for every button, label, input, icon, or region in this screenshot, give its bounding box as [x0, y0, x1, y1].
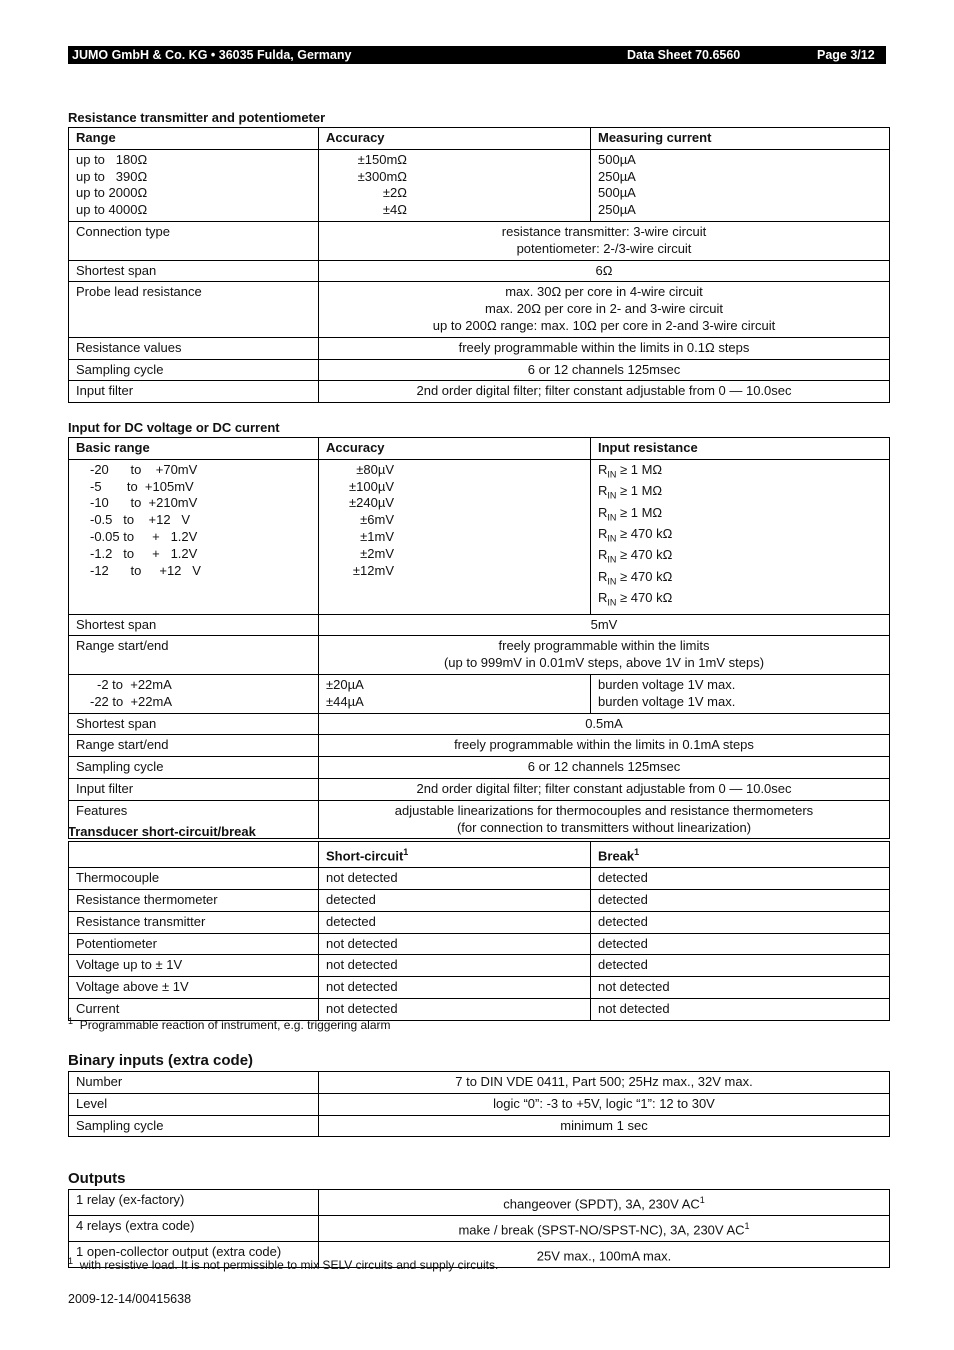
table-row [69, 868, 890, 890]
cell: Resistance thermometer [69, 889, 319, 911]
value-line: resistance transmitter: 3-wire circuit [501, 223, 707, 239]
accuracy-value: ±1mV [360, 528, 394, 544]
rin-subscript: IN [607, 576, 617, 587]
input-resistance-cell [591, 459, 890, 614]
range-value: -2 to +22mA [97, 676, 172, 692]
accuracy-value: ±100µV [349, 478, 394, 494]
current-value: 250µA [598, 202, 636, 218]
row-value: 6 or 12 channels 125msec [319, 359, 890, 381]
table-header-row [69, 438, 890, 460]
cell: not detected [591, 998, 890, 1020]
row-label: Features [69, 800, 319, 839]
row-label: Input filter [69, 778, 319, 800]
accuracy-value: ±300mΩ [357, 168, 407, 184]
value-line: up to 200Ω range: max. 10Ω per core in 2-and 3-wire circuit [432, 317, 776, 333]
range-value: -0.05 to + 1.2V [90, 528, 198, 544]
row-label: Sampling cycle [69, 757, 319, 779]
table-row [69, 337, 890, 359]
burden-value: burden voltage 1V max. [598, 693, 736, 709]
table-row [69, 889, 890, 911]
row-value: minimum 1 sec [319, 1115, 890, 1137]
accuracy-value: ±12mV [352, 562, 394, 578]
document-footer-id: 2009-12-14/00415638 [68, 1292, 192, 1306]
current-accuracy-cell [319, 674, 591, 713]
accuracy-value: ±240µV [349, 495, 394, 511]
header-company: JUMO GmbH & Co. KG • 36035 Fulda, Germany [72, 48, 352, 62]
rin-subscript: IN [607, 554, 617, 565]
table-row [69, 282, 890, 337]
rin-subscript: IN [607, 469, 617, 480]
table-row [69, 977, 890, 999]
row-value: 5mV [319, 614, 890, 636]
range-value: up to 2000Ω [76, 185, 148, 201]
table-row [69, 955, 890, 977]
footnote-marker: 1 [744, 1221, 750, 1232]
rin-subscript: IN [607, 597, 617, 608]
footnote-text: with resistive load. It is not permissible to mix SELV circuits and supply circuits. [79, 1258, 499, 1272]
table-row [69, 713, 890, 735]
burden-value: burden voltage 1V max. [598, 676, 736, 692]
row-value [319, 800, 890, 839]
cell: detected [319, 911, 591, 933]
resistance-value: ≥ 470 kΩ [620, 590, 673, 606]
cell: detected [319, 889, 591, 911]
cell: Current [69, 998, 319, 1020]
rin-subscript: IN [607, 512, 617, 523]
col-header: Input resistance [591, 438, 890, 460]
cell: not detected [319, 977, 591, 999]
range-value: up to 4000Ω [76, 202, 148, 218]
rin-symbol: R [598, 504, 608, 520]
cell: detected [591, 911, 890, 933]
header-text: Break [598, 848, 635, 864]
rin-subscript: IN [607, 533, 617, 544]
section-title-resistance: Resistance transmitter and potentiometer [68, 110, 326, 125]
value-line: (for connection to transmitters without linearization) [456, 819, 752, 835]
row-label: Shortest span [69, 713, 319, 735]
range-cell [69, 149, 319, 221]
range-value: -22 to +22mA [90, 693, 173, 709]
section-title-binary: Binary inputs (extra code) [68, 1052, 254, 1069]
section-title-transducer: Transducer short-circuit/break [68, 824, 256, 839]
current-value: 500µA [598, 151, 636, 167]
cell: not detected [319, 998, 591, 1020]
table-row [69, 459, 890, 614]
range-value: -0.5 to +12 V [90, 512, 191, 528]
value-line: max. 20Ω per core in 2- and 3-wire circuit [484, 301, 724, 317]
resistance-value: ≥ 1 MΩ [620, 504, 663, 520]
table-row [69, 614, 890, 636]
value-line: (up to 999mV in 0.01mV steps, above 1V in 1mV steps) [443, 655, 765, 671]
row-value: freely programmable within the limits in 0.1Ω steps [319, 337, 890, 359]
footnote-text: Programmable reaction of instrument, e.g. triggering alarm [79, 1018, 391, 1032]
table-row [69, 778, 890, 800]
input-resistance [598, 547, 882, 568]
accuracy-cell [319, 459, 591, 614]
cell: Thermocouple [69, 868, 319, 890]
accuracy-value: ±44µA [326, 693, 364, 709]
footnote-marker: 1 [403, 847, 409, 857]
range-value: -20 to +70mV [90, 461, 198, 477]
footnote-number: 1 [68, 1016, 74, 1026]
accuracy-value: ±150mΩ [357, 151, 407, 167]
accuracy-cell [319, 149, 591, 221]
row-value: 0.5mA [319, 713, 890, 735]
table-header-row [69, 128, 890, 150]
accuracy-value: ±4Ω [382, 202, 407, 218]
section-title-dc: Input for DC voltage or DC current [68, 420, 280, 435]
table-row [69, 381, 890, 403]
row-label: 1 open-collector output (extra code) [69, 1242, 319, 1268]
col-header [69, 842, 319, 868]
value-text: changeover (SPDT), 3A, 230V AC [503, 1196, 700, 1212]
rin-symbol: R [598, 483, 608, 499]
accuracy-value: ±2Ω [382, 185, 407, 201]
row-label: Resistance values [69, 337, 319, 359]
burden-cell [591, 674, 890, 713]
binary-table [68, 1071, 890, 1137]
row-label: Shortest span [69, 614, 319, 636]
section-title-outputs: Outputs [68, 1170, 126, 1187]
cell: not detected [319, 955, 591, 977]
table-row [69, 735, 890, 757]
table-row [69, 933, 890, 955]
resistance-value: ≥ 470 kΩ [620, 568, 673, 584]
col-header: Basic range [69, 438, 319, 460]
table-row [69, 359, 890, 381]
table-row [69, 1072, 890, 1094]
current-range-cell [69, 674, 319, 713]
row-value [319, 636, 890, 675]
accuracy-value: ±6mV [360, 512, 394, 528]
cell: Voltage up to ± 1V [69, 955, 319, 977]
row-value [319, 1190, 890, 1216]
row-label: Shortest span [69, 260, 319, 282]
table-row [69, 1093, 890, 1115]
table-row [69, 1216, 890, 1242]
value-text: make / break (SPST-NO/SPST-NC), 3A, 230V AC [458, 1222, 745, 1238]
input-resistance [598, 569, 882, 590]
row-value: 2nd order digital filter; filter constant adjustable from 0 — 10.0sec [319, 778, 890, 800]
rin-symbol: R [598, 547, 608, 563]
rin-symbol: R [598, 568, 608, 584]
input-resistance [598, 505, 882, 526]
row-value: freely programmable within the limits in 0.1mA steps [319, 735, 890, 757]
row-value [319, 221, 890, 260]
current-value: 500µA [598, 185, 636, 201]
row-label: Range start/end [69, 735, 319, 757]
table-row [69, 674, 890, 713]
cell: Potentiometer [69, 933, 319, 955]
col-header: Accuracy [319, 438, 591, 460]
row-value: logic “0”: -3 to +5V, logic “1”: 12 to 30V [319, 1093, 890, 1115]
row-label: Number [69, 1072, 319, 1094]
input-resistance [598, 590, 882, 611]
table-row [69, 911, 890, 933]
resistance-value: ≥ 1 MΩ [620, 461, 663, 477]
value-line: adjustable linearizations for thermocouples and resistance thermometers [394, 802, 814, 818]
cell: not detected [591, 977, 890, 999]
value-text: 25V max., 100mA max. [536, 1248, 672, 1264]
table-row [69, 221, 890, 260]
footnote [68, 1256, 498, 1272]
dc-table [68, 437, 890, 839]
header-datasheet: Data Sheet 70.6560 [627, 48, 741, 62]
range-value: -1.2 to + 1.2V [90, 545, 198, 561]
page-header [68, 46, 886, 64]
input-resistance [598, 526, 882, 547]
cell: Voltage above ± 1V [69, 977, 319, 999]
cell: not detected [319, 868, 591, 890]
row-value: 6Ω [319, 260, 890, 282]
col-header-break [591, 842, 890, 868]
current-value: 250µA [598, 168, 636, 184]
table-row [69, 260, 890, 282]
header-text: Short-circuit [326, 848, 404, 864]
cell: Resistance transmitter [69, 911, 319, 933]
cell: not detected [319, 933, 591, 955]
value-line: freely programmable within the limits [498, 638, 710, 654]
col-header: Accuracy [319, 128, 591, 150]
row-value: 7 to DIN VDE 0411, Part 500; 25Hz max., 32V max. [319, 1072, 890, 1094]
row-value [319, 282, 890, 337]
row-value: 6 or 12 channels 125msec [319, 757, 890, 779]
row-label: Probe lead resistance [69, 282, 319, 337]
range-value: up to 180Ω [76, 151, 148, 167]
value-line: potentiometer: 2-/3-wire circuit [516, 240, 692, 256]
input-resistance [598, 462, 882, 483]
table-row [69, 1115, 890, 1137]
range-value: up to 390Ω [76, 168, 148, 184]
range-value: -10 to +210mV [90, 495, 198, 511]
row-label: 1 relay (ex-factory) [69, 1190, 319, 1216]
row-label: 4 relays (extra code) [69, 1216, 319, 1242]
row-label: Level [69, 1093, 319, 1115]
rin-subscript: IN [607, 490, 617, 501]
rin-symbol: R [598, 590, 608, 606]
value-line: max. 30Ω per core in 4-wire circuit [505, 284, 703, 300]
row-label: Sampling cycle [69, 359, 319, 381]
resistance-value: ≥ 1 MΩ [620, 483, 663, 499]
footnote-marker: 1 [699, 1195, 705, 1205]
range-cell [69, 459, 319, 614]
resistance-value: ≥ 470 kΩ [620, 547, 673, 563]
cell: detected [591, 933, 890, 955]
cell: detected [591, 868, 890, 890]
resistance-value: ≥ 470 kΩ [620, 525, 673, 541]
accuracy-value: ±2mV [360, 545, 394, 561]
range-value: -5 to +105mV [90, 478, 194, 494]
accuracy-value: ±80µV [356, 461, 394, 477]
table-row [69, 149, 890, 221]
row-label: Input filter [69, 381, 319, 403]
table-row [69, 757, 890, 779]
col-header: Measuring current [591, 128, 890, 150]
header-page: Page 3/12 [817, 48, 875, 62]
col-header-short-circuit [319, 842, 591, 868]
rin-symbol: R [598, 461, 608, 477]
row-label: Connection type [69, 221, 319, 260]
footnote-marker: 1 [634, 847, 640, 857]
cell: detected [591, 955, 890, 977]
rin-symbol: R [598, 525, 608, 541]
col-header: Range [69, 128, 319, 150]
resistance-table [68, 127, 890, 403]
row-label: Sampling cycle [69, 1115, 319, 1137]
row-value: 2nd order digital filter; filter constant adjustable from 0 — 10.0sec [319, 381, 890, 403]
transducer-table [68, 841, 890, 1021]
table-header-row [69, 842, 890, 868]
row-label: Range start/end [69, 636, 319, 675]
row-value [319, 1216, 890, 1242]
range-value: -12 to +12 V [90, 562, 201, 578]
table-row [69, 636, 890, 675]
footnote [68, 1016, 391, 1032]
accuracy-value: ±20µA [326, 676, 364, 692]
cell: detected [591, 889, 890, 911]
table-row [69, 1190, 890, 1216]
current-cell [591, 149, 890, 221]
footnote-number: 1 [68, 1256, 74, 1266]
input-resistance [598, 483, 882, 504]
